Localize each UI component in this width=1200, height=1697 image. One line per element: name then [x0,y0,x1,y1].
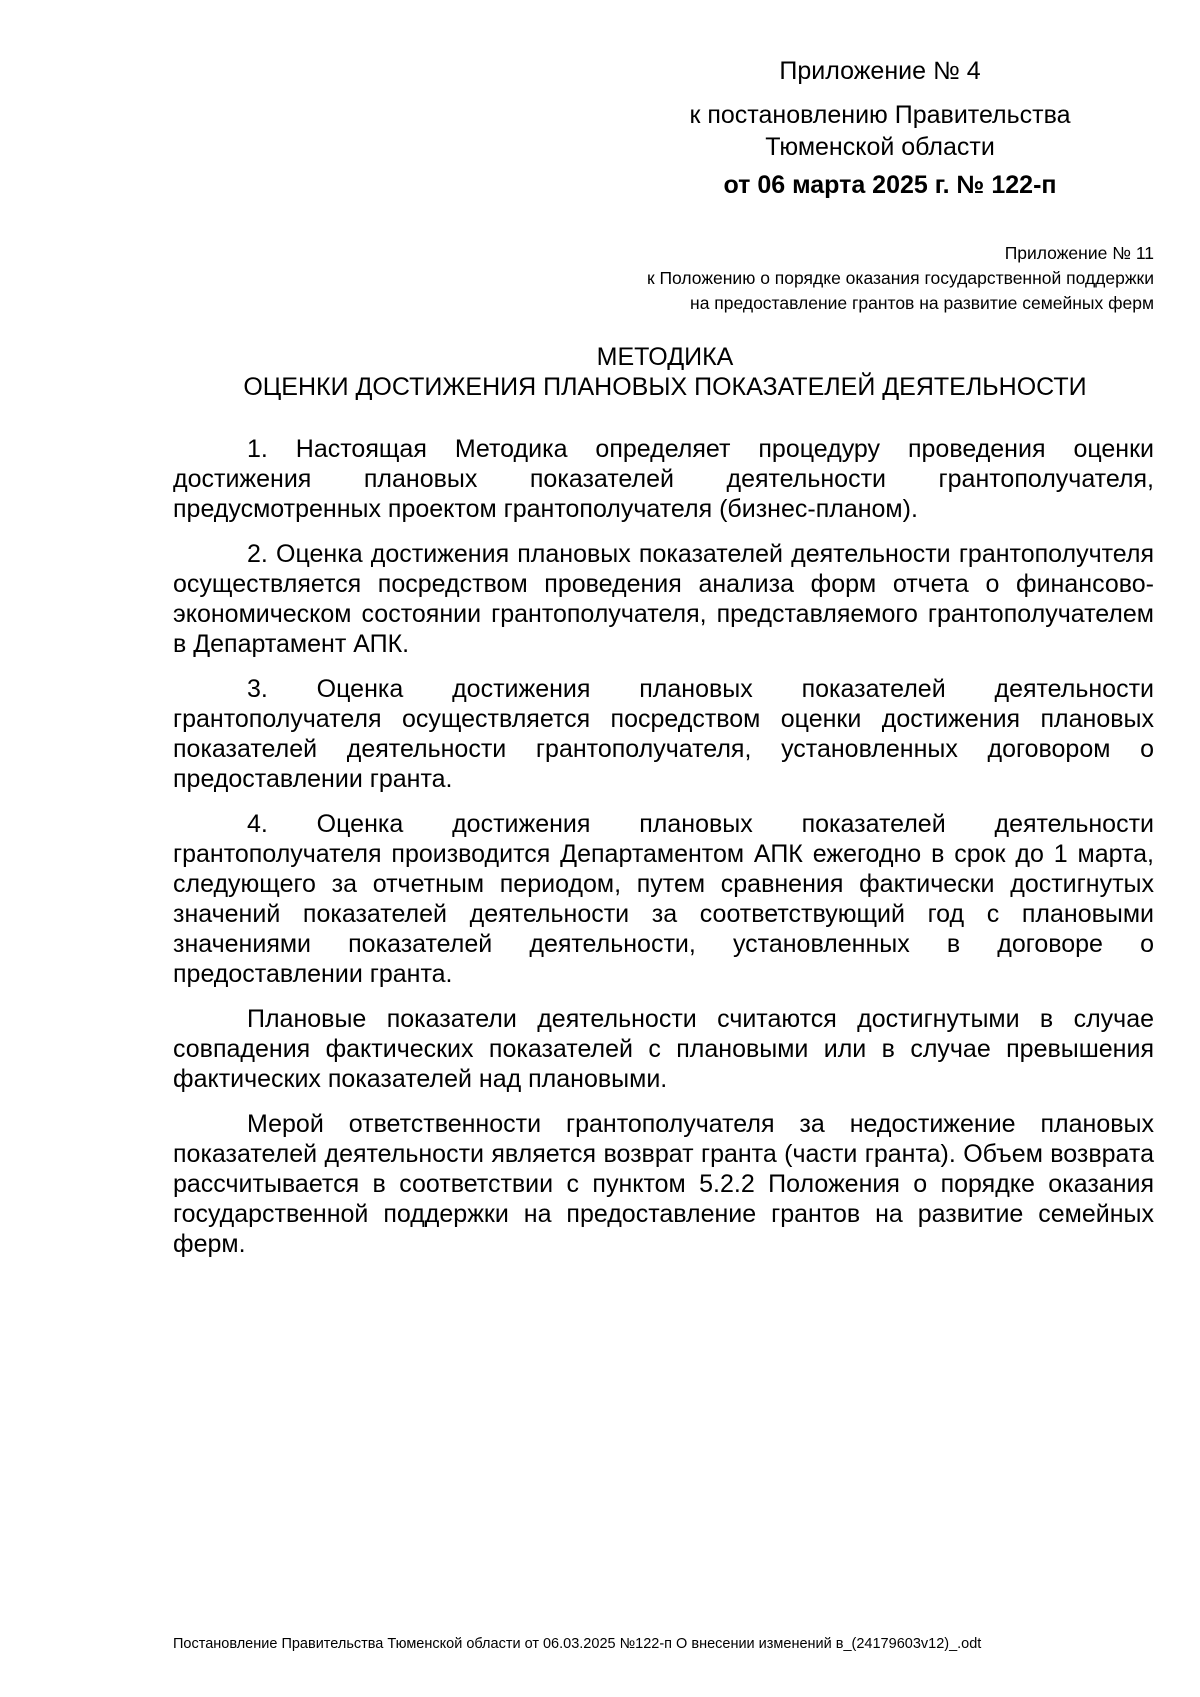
appendix-resolution [680,99,1080,163]
sub-appendix-number: Приложение № 11 [1004,243,1154,263]
appendix-number: Приложение № 4 [779,57,981,85]
paragraph-1: 1. Настоящая Методика определяет процедуру проведения оценки достижения плановых показателей деятельности грантополучателя, предусмотренных проектом грантополучателя (бизнес-планом). [173,435,1154,523]
sub-appendix-reference-line2: на предоставление грантов на развитие семейных ферм [690,293,1154,313]
paragraph-2: 2. Оценка достижения плановых показателей деятельности грантополучтеля осуществляется посредством проведения анализа форм отчета о финансово-экономическом состоянии грантополучателя, представляемого грантополучателем в Департамент АПК. [173,540,1154,658]
document-title: МЕТОДИКА [596,343,734,371]
sub-appendix-reference-line1: к Положению о порядке оказания государственной поддержки [646,268,1154,288]
document-subtitle: ОЦЕНКИ ДОСТИЖЕНИЯ ПЛАНОВЫХ ПОКАЗАТЕЛЕЙ ДЕЯТЕЛЬНОСТИ [243,373,1087,401]
appendix-date: от 06 марта 2025 г. № 122-п [723,171,1057,199]
paragraph-4: 4. Оценка достижения плановых показателей деятельности грантополучателя производится Департаментом АПК ежегодно в срок до 1 марта, следующего за отчетным периодом, путем сравнения фактически достигнутых значений показателей деятельности за соответствующий год с плановыми значениями показателей деятельности, установленных в договоре о предоставлении гранта. [173,810,1154,988]
sub-appendix-block [534,241,1154,316]
paragraph-3: 3. Оценка достижения плановых показателей деятельности грантополучателя осуществляется посредством оценки достижения плановых показателей деятельности грантополучателя, установленных договором о предоставлении гранта. [173,675,1154,793]
appendix-resolution-line1: к постановлению Правительства [689,101,1071,129]
document-body [173,434,1154,1274]
paragraph-6: Мерой ответственности грантополучателя за недостижение плановых показателей деятельности является возврат гранта (части гранта). Объем возврата рассчитывается в соответствии с пунктом 5.2.2 Положения о порядке оказания государственной поддержки на предоставление грантов на развитие семейных ферм. [173,1110,1154,1258]
appendix-resolution-line2: Тюменской области [765,133,995,161]
paragraph-5: Плановые показатели деятельности считаются достигнутыми в случае совпадения фактических показателей с плановыми или в случае превышения фактических показателей над плановыми. [173,1005,1154,1093]
page-footer: Постановление Правительства Тюменской области от 06.03.2025 №122-п О внесении изменений в_(24179603v12)_.odt [173,1636,982,1652]
